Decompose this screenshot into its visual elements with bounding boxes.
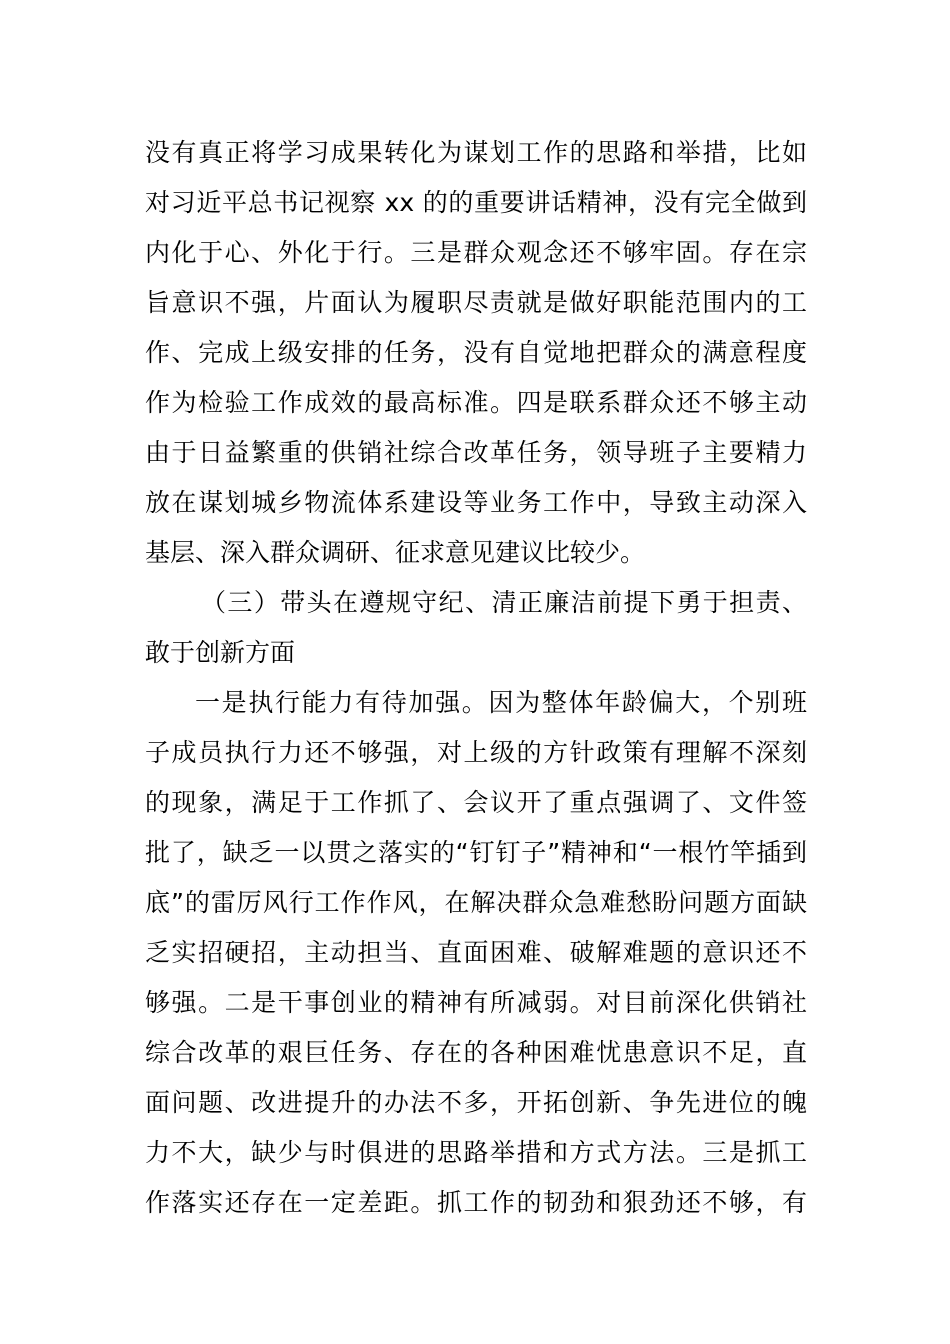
text-line: 作、完成上级安排的任务，没有自觉地把群众的满意程度 (145, 338, 807, 367)
text-line: 面问题、改进提升的办法不多，开拓创新、争先进位的魄 (145, 1088, 807, 1117)
text-line: 放在谋划城乡物流体系建设等业务工作中，导致主动深入 (145, 488, 807, 517)
text-line: 基层、深入群众调研、征求意见建议比较少。 (145, 538, 646, 567)
text-line: 力不大，缺少与时俱进的思路举措和方式方法。三是抓工 (145, 1138, 807, 1167)
section-heading-continuation: 敢于创新方面 (145, 638, 296, 667)
text-line: 对习近平总书记视察 xx 的的重要讲话精神，没有完全做到 (145, 188, 807, 217)
paragraph-first-line: 一是执行能力有待加强。因为整体年龄偏大，个别班 (195, 688, 807, 717)
text-line: 够强。二是干事创业的精神有所减弱。对目前深化供销社 (145, 988, 807, 1017)
text-line: 批了，缺乏一以贯之落实的“钉钉子”精神和“一根竹竿插到 (145, 838, 807, 867)
text-line: 由于日益繁重的供销社综合改革任务，领导班子主要精力 (145, 438, 807, 467)
text-line: 作落实还存在一定差距。抓工作的韧劲和狠劲还不够，有 (145, 1188, 807, 1217)
text-line: 作为检验工作成效的最高标准。四是联系群众还不够主动 (145, 388, 807, 417)
text-line: 没有真正将学习成果转化为谋划工作的思路和举措，比如 (145, 138, 807, 167)
text-line: 的现象，满足于工作抓了、会议开了重点强调了、文件签 (145, 788, 807, 817)
text-line: 乏实招硬招，主动担当、直面困难、破解难题的意识还不 (145, 938, 807, 967)
text-line: 综合改革的艰巨任务、存在的各种困难忧患意识不足，直 (145, 1038, 807, 1067)
document-body (145, 128, 807, 1228)
text-line: 子成员执行力还不够强，对上级的方针政策有理解不深刻 (145, 738, 807, 767)
text-line: 底”的雷厉风行工作作风，在解决群众急难愁盼问题方面缺 (145, 888, 807, 917)
text-line: 内化于心、外化于行。三是群众观念还不够牢固。存在宗 (145, 238, 807, 267)
text-line: 旨意识不强，片面认为履职尽责就是做好职能范围内的工 (145, 288, 807, 317)
section-heading: （三）带头在遵规守纪、清正廉洁前提下勇于担责、 (201, 588, 807, 617)
